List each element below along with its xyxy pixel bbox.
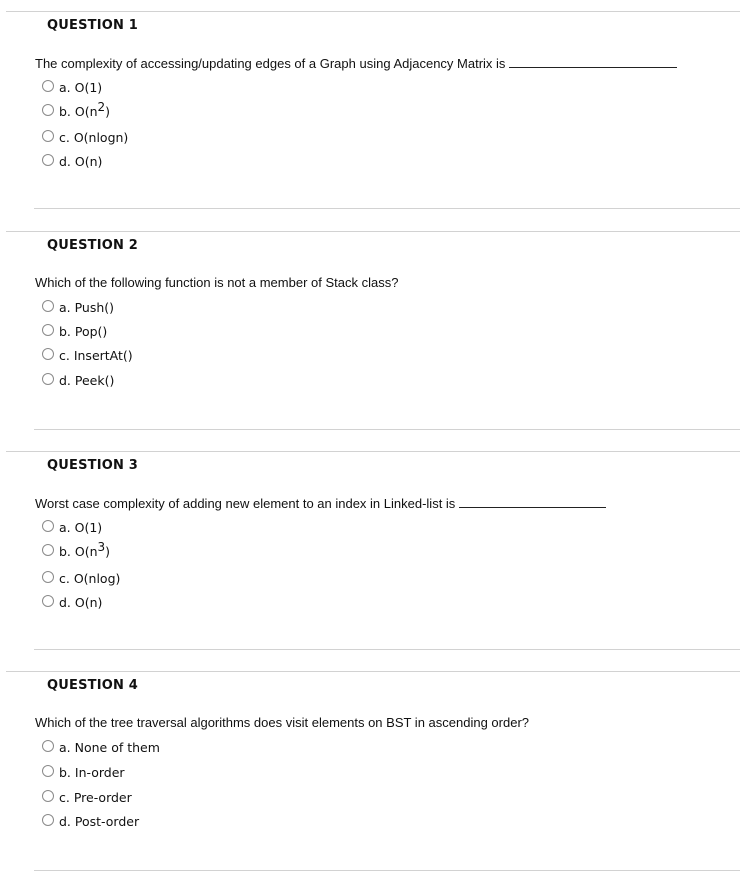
option-c[interactable] — [42, 346, 133, 362]
option-label[interactable]: c. O(nlog) — [59, 571, 121, 587]
question-text — [35, 55, 677, 71]
option-label[interactable]: c. InsertAt() — [59, 348, 133, 364]
question-text — [35, 715, 529, 730]
question-title: QUESTION 3 — [47, 458, 139, 473]
option-label[interactable]: d. Peek() — [59, 373, 115, 389]
question-bottom-divider — [34, 429, 740, 430]
option-b[interactable] — [42, 102, 110, 118]
option-label[interactable]: b. $O(n^3)$ — [59, 540, 111, 560]
option-c[interactable] — [42, 128, 128, 144]
radio-button[interactable] — [42, 104, 54, 116]
option-b[interactable] — [42, 542, 110, 558]
radio-button[interactable] — [42, 595, 54, 607]
question-bottom-divider — [34, 870, 740, 871]
question-divider — [6, 451, 740, 452]
option-a[interactable] — [42, 78, 102, 94]
question-divider — [6, 671, 740, 672]
radio-button[interactable] — [42, 154, 54, 166]
question-text-content: Which of the tree traversal algorithms does visit elements on BST in ascending order? — [35, 715, 529, 730]
option-label[interactable]: c. O(nlogn) — [59, 130, 129, 146]
option-d[interactable] — [42, 593, 102, 609]
option-c[interactable] — [42, 569, 120, 585]
option-label[interactable]: a. O(1) — [59, 80, 103, 96]
question-1 — [0, 11, 740, 231]
radio-button[interactable] — [42, 765, 54, 777]
question-text — [35, 275, 398, 290]
answer-blank — [459, 495, 606, 508]
radio-button[interactable] — [42, 324, 54, 336]
option-b[interactable] — [42, 322, 107, 338]
option-label[interactable]: a. None of them — [59, 740, 160, 756]
option-a[interactable] — [42, 738, 160, 754]
option-a[interactable] — [42, 298, 114, 314]
option-label[interactable]: b. In-order — [59, 765, 125, 781]
question-title: QUESTION 4 — [47, 678, 139, 693]
radio-button[interactable] — [42, 348, 54, 360]
answer-blank — [509, 55, 677, 68]
option-label[interactable]: b. $O(n^2)$ — [59, 100, 111, 120]
radio-button[interactable] — [42, 814, 54, 826]
question-title: QUESTION 1 — [47, 18, 139, 33]
question-3 — [0, 451, 740, 671]
option-label[interactable]: d. O(n) — [59, 595, 103, 611]
option-label[interactable]: c. Pre-order — [59, 790, 132, 806]
question-2 — [0, 231, 740, 451]
option-d[interactable] — [42, 152, 102, 168]
option-a[interactable] — [42, 518, 102, 534]
question-text-content: Worst case complexity of adding new element to an index in Linked-list is — [35, 496, 456, 511]
radio-button[interactable] — [42, 80, 54, 92]
question-bottom-divider — [34, 649, 740, 650]
option-label[interactable]: a. Push() — [59, 300, 115, 316]
option-label[interactable]: b. Pop() — [59, 324, 108, 340]
option-c[interactable] — [42, 788, 132, 804]
option-d[interactable] — [42, 812, 139, 828]
question-divider — [6, 231, 740, 232]
radio-button[interactable] — [42, 130, 54, 142]
question-text-content: The complexity of accessing/updating edges of a Graph using Adjacency Matrix is — [35, 56, 506, 71]
option-d[interactable] — [42, 371, 114, 387]
option-label[interactable]: a. O(1) — [59, 520, 103, 536]
option-label[interactable]: d. O(n) — [59, 154, 103, 170]
radio-button[interactable] — [42, 373, 54, 385]
question-divider — [6, 11, 740, 12]
question-text — [35, 495, 606, 511]
question-bottom-divider — [34, 208, 740, 209]
radio-button[interactable] — [42, 300, 54, 312]
option-label[interactable]: d. Post-order — [59, 814, 140, 830]
question-title: QUESTION 2 — [47, 238, 139, 253]
radio-button[interactable] — [42, 520, 54, 532]
option-b[interactable] — [42, 763, 125, 779]
radio-button[interactable] — [42, 740, 54, 752]
question-text-content: Which of the following function is not a member of Stack class? — [35, 275, 399, 290]
question-4 — [0, 671, 740, 877]
radio-button[interactable] — [42, 544, 54, 556]
radio-button[interactable] — [42, 790, 54, 802]
radio-button[interactable] — [42, 571, 54, 583]
